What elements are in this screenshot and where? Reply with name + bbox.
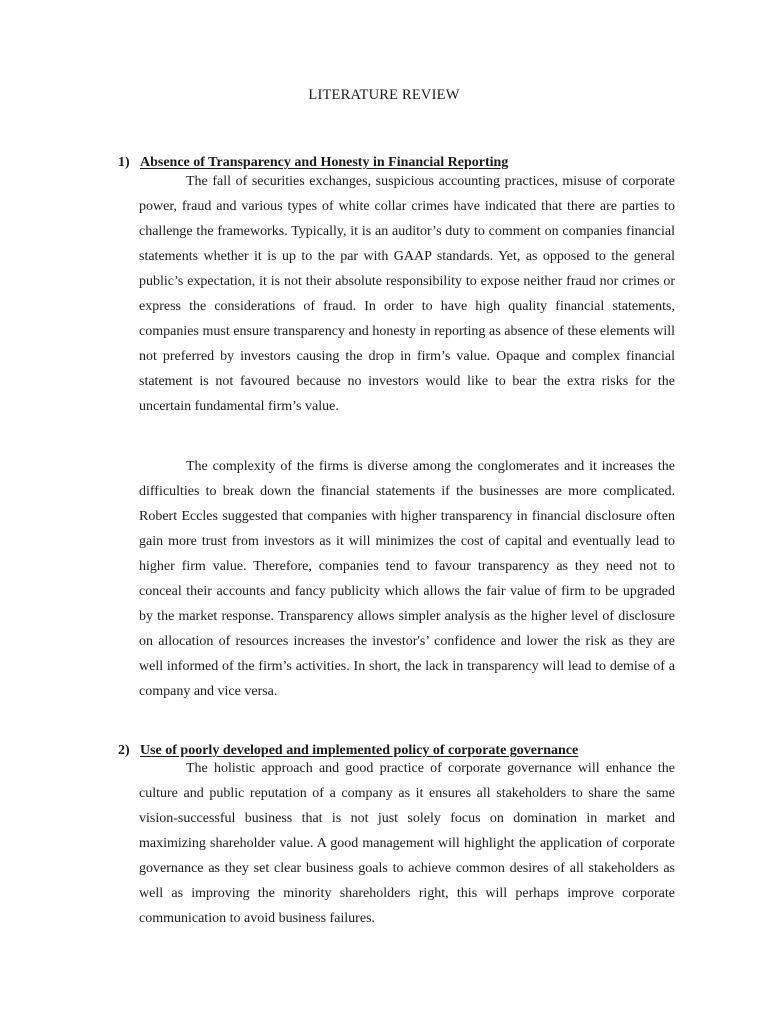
section-1-number: 1) [118,155,130,170]
document-title: LITERATURE REVIEW [308,87,460,103]
section-2-heading-text: Use of poorly developed and implemented policy of corporate governance [140,743,579,758]
section-2-paragraph-1: The holistic approach and good practice of corporate governance will enhance the culture and public reputation of a company as it ensures all stakeholders to share the same vision-successful business that is not just solely focus on domination in market and maximizing shareholder value. A good management will highlight the application of corporate governance as they set clear business goals to achieve common desires of all stakeholders as well as improving the minority shareholders right, this will perhaps improve corporate communication to avoid business failures. [139,761,675,926]
section-1-paragraph-2: The complexity of the firms is diverse among the conglomerates and it increases the difficulties to break down the financial statements if the businesses are more complicated. Robert Eccles suggested that companies with higher transparency in financial disclosure often gain more trust from investors as it will minimizes the cost of capital and eventually lead to higher firm value. Therefore, companies tend to favour transparency as they need not to conceal their accounts and fancy publicity which allows the fair value of firm to be upgraded by the market response. Transparency allows simpler analysis as the higher level of disclosure on allocation of resources increases the investor's’ confidence and lower the risk as they are well informed of the firm’s activities. In short, the lack in transparency will lead to demise of a company and vice versa. [139,459,675,699]
section-1-paragraph-1: The fall of securities exchanges, suspicious accounting practices, misuse of corporate power, fraud and various types of white collar crimes have indicated that there are parties to challenge the frameworks. Typically, it is an auditor’s duty to comment on companies financial statements whether it is up to the par with GAAP standards. Yet, as opposed to the general public’s expectation, it is not their absolute responsibility to expose neither fraud nor crimes or express the considerations of fraud. In order to have high quality financial statements, companies must ensure transparency and honesty in reporting as absence of these elements will not preferred by investors causing the drop in firm’s value. Opaque and complex financial statement is not favoured because no investors would like to bear the extra risks for the uncertain fundamental firm’s value. [139,174,675,414]
section-1-heading-text: Absence of Transparency and Honesty in Financial Reporting [140,155,509,170]
section-2-number: 2) [118,743,130,758]
